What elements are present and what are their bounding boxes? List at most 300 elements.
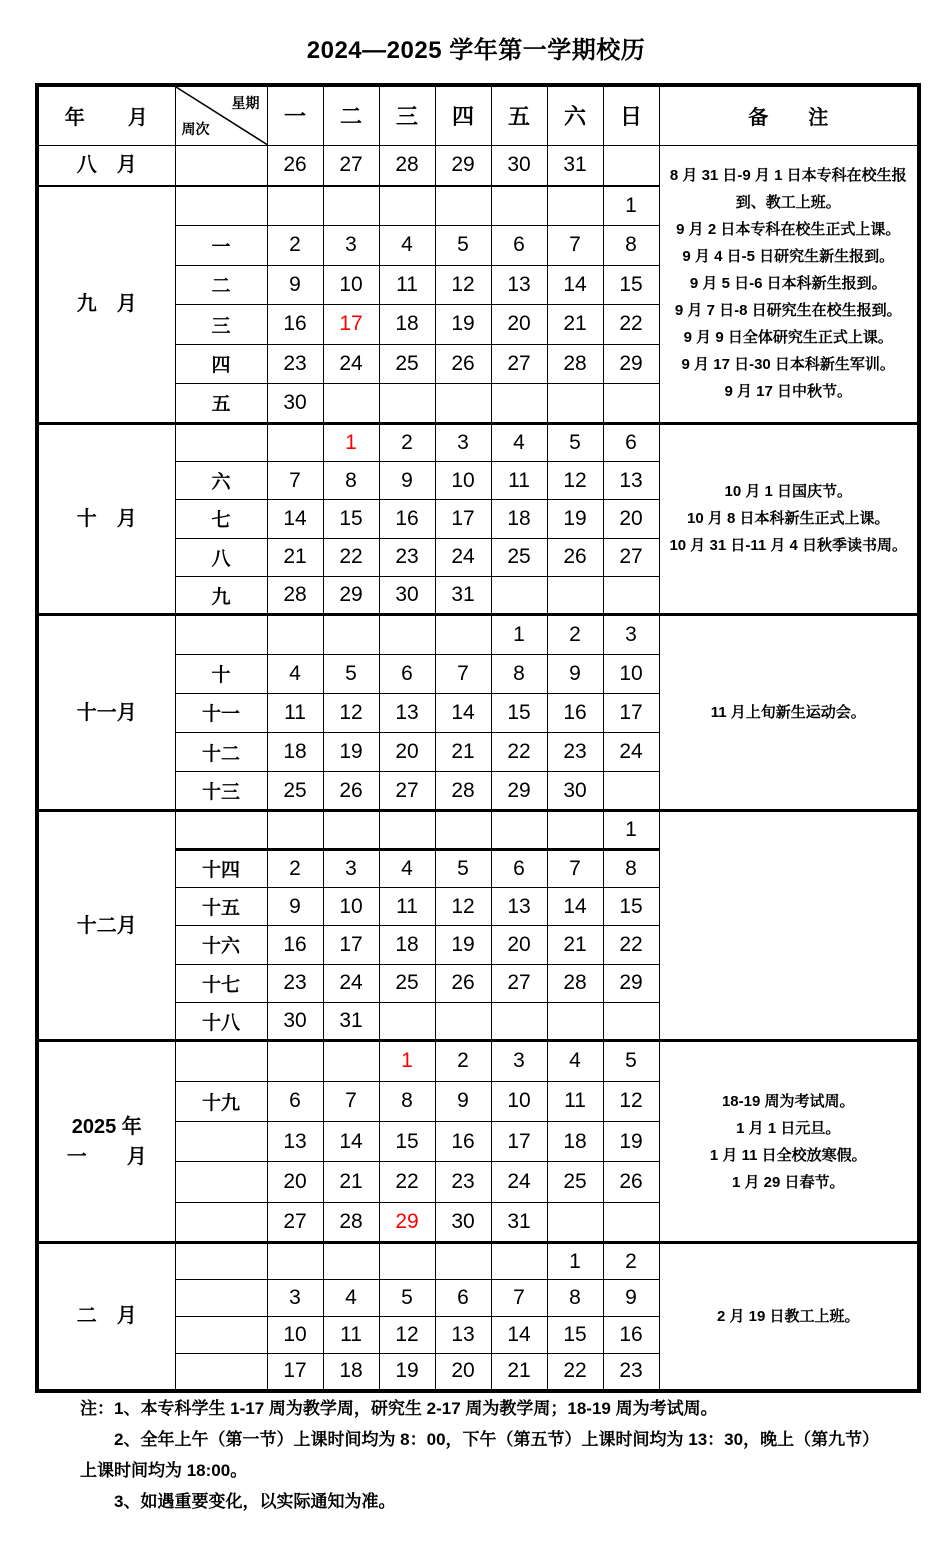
note-line: 11 月上旬新生运动会。 xyxy=(710,704,866,722)
day-cell xyxy=(323,186,379,226)
day-cell: 11 xyxy=(323,1317,379,1354)
day-cell: 27 xyxy=(491,964,547,1002)
day-cell xyxy=(491,811,547,849)
day-cell: 25 xyxy=(379,964,435,1002)
day-cell: 4 xyxy=(547,1041,603,1081)
day-cell xyxy=(267,811,323,849)
day-cell: 8 xyxy=(603,849,659,887)
day-cell: 9 xyxy=(267,887,323,925)
day-cell xyxy=(435,186,491,226)
day-cell xyxy=(547,384,603,424)
day-cell: 25 xyxy=(547,1162,603,1202)
day-cell: 21 xyxy=(547,305,603,345)
day-cell: 17 xyxy=(435,500,491,538)
month-label-line: 十二月 xyxy=(76,914,137,937)
day-cell: 6 xyxy=(379,654,435,693)
note-line: 9 月 17 日-30 日本科新生军训。 xyxy=(681,356,895,373)
day-cell xyxy=(547,186,603,226)
week-number xyxy=(175,1041,267,1081)
week-number: 十五 xyxy=(175,887,267,925)
day-cell: 30 xyxy=(379,577,435,615)
day-cell: 10 xyxy=(323,265,379,305)
day-cell: 16 xyxy=(435,1121,491,1161)
week-number: 十三 xyxy=(175,772,267,811)
day-cell: 18 xyxy=(379,926,435,964)
diagonal-label-weekday: 星期 xyxy=(231,95,260,111)
day-cell xyxy=(547,1002,603,1040)
day-cell: 1 xyxy=(379,1041,435,1081)
day-cell: 7 xyxy=(435,654,491,693)
day-cell: 28 xyxy=(547,964,603,1002)
day-cell xyxy=(323,615,379,654)
day-cell: 30 xyxy=(547,772,603,811)
day-cell xyxy=(435,811,491,849)
header-row xyxy=(37,85,919,145)
day-cell: 26 xyxy=(267,145,323,186)
day-cell: 19 xyxy=(323,733,379,772)
day-cell: 16 xyxy=(603,1317,659,1354)
day-cell: 3 xyxy=(491,1041,547,1081)
day-cell: 17 xyxy=(267,1354,323,1391)
week-number xyxy=(175,145,267,186)
month-label-line: 2025 年 xyxy=(71,1115,142,1138)
footnote-line: 2、全年上午（第一节）上课时间均为 8：00，下午（第五节）上课时间均为 13：30，晚上（第九节） xyxy=(114,1430,880,1449)
month-label xyxy=(37,1243,175,1391)
day-cell xyxy=(435,1243,491,1280)
day-cell: 6 xyxy=(491,226,547,266)
day-cell: 18 xyxy=(267,733,323,772)
day-cell: 29 xyxy=(603,964,659,1002)
day-cell: 19 xyxy=(435,926,491,964)
day-cell xyxy=(267,615,323,654)
day-cell: 5 xyxy=(435,226,491,266)
day-cell: 21 xyxy=(323,1162,379,1202)
day-cell: 3 xyxy=(435,423,491,461)
day-cell xyxy=(547,577,603,615)
month-notes xyxy=(659,1243,919,1391)
day-cell: 6 xyxy=(267,1081,323,1121)
day-cell xyxy=(603,145,659,186)
day-cell: 7 xyxy=(547,849,603,887)
day-cell: 2 xyxy=(267,849,323,887)
month-label-line: 一 月 xyxy=(66,1145,147,1168)
day-cell: 21 xyxy=(435,733,491,772)
day-cell: 12 xyxy=(435,265,491,305)
day-cell: 3 xyxy=(323,849,379,887)
calendar-row xyxy=(37,811,919,849)
footnote-line: 注：1、本专科学生 1-17 周为教学周，研究生 2-17 周为教学周；18-19 周为考试周。 xyxy=(80,1399,718,1418)
day-cell xyxy=(323,811,379,849)
day-cell: 12 xyxy=(603,1081,659,1121)
day-cell: 23 xyxy=(603,1354,659,1391)
day-cell: 11 xyxy=(379,887,435,925)
note-line: 1 月 29 日春节。 xyxy=(731,1173,845,1191)
day-cell xyxy=(547,811,603,849)
day-cell: 20 xyxy=(491,305,547,345)
day-cell: 25 xyxy=(379,344,435,384)
day-cell: 6 xyxy=(491,849,547,887)
day-cell xyxy=(267,1243,323,1280)
week-number xyxy=(175,186,267,226)
day-cell: 5 xyxy=(379,1280,435,1317)
day-cell: 8 xyxy=(379,1081,435,1121)
day-cell xyxy=(491,384,547,424)
day-cell: 19 xyxy=(435,305,491,345)
day-cell: 19 xyxy=(603,1121,659,1161)
week-number xyxy=(175,1317,267,1354)
day-cell: 23 xyxy=(267,964,323,1002)
day-cell: 22 xyxy=(323,538,379,576)
note-line: 9 月 5 日-6 日本科新生报到。 xyxy=(689,275,887,292)
month-label xyxy=(37,423,175,615)
day-cell: 29 xyxy=(491,772,547,811)
day-cell: 16 xyxy=(267,926,323,964)
day-cell xyxy=(323,1041,379,1081)
week-number: 十八 xyxy=(175,1002,267,1040)
day-cell: 19 xyxy=(379,1354,435,1391)
day-cell: 22 xyxy=(379,1162,435,1202)
day-cell: 26 xyxy=(547,538,603,576)
day-cell: 26 xyxy=(323,772,379,811)
day-cell: 5 xyxy=(435,849,491,887)
day-cell: 14 xyxy=(547,887,603,925)
note-line: 9 月 9 日全体研究生正式上课。 xyxy=(683,329,893,346)
day-cell: 24 xyxy=(323,344,379,384)
month-label xyxy=(37,186,175,423)
day-cell: 24 xyxy=(603,733,659,772)
day-cell: 6 xyxy=(603,423,659,461)
month-notes xyxy=(659,1041,919,1243)
day-cell xyxy=(435,615,491,654)
day-cell: 11 xyxy=(491,461,547,499)
day-cell: 16 xyxy=(547,693,603,732)
day-cell: 9 xyxy=(379,461,435,499)
day-cell: 30 xyxy=(267,384,323,424)
day-cell: 31 xyxy=(491,1202,547,1242)
day-cell: 11 xyxy=(547,1081,603,1121)
day-cell xyxy=(267,423,323,461)
day-cell: 20 xyxy=(379,733,435,772)
day-cell: 20 xyxy=(603,500,659,538)
note-line: 9 月 2 日本专科在校生正式上课。 xyxy=(676,221,901,238)
day-cell: 17 xyxy=(603,693,659,732)
day-cell: 23 xyxy=(379,538,435,576)
day-cell: 7 xyxy=(323,1081,379,1121)
day-cell: 24 xyxy=(491,1162,547,1202)
day-cell: 27 xyxy=(491,344,547,384)
week-number: 十六 xyxy=(175,926,267,964)
day-cell: 5 xyxy=(603,1041,659,1081)
day-cell: 28 xyxy=(435,772,491,811)
note-line: 10 月 31 日-11 月 4 日秋季读书周。 xyxy=(669,537,908,555)
week-number: 四 xyxy=(175,344,267,384)
day-cell: 20 xyxy=(267,1162,323,1202)
day-cell xyxy=(267,1041,323,1081)
day-cell xyxy=(603,772,659,811)
note-line: 10 月 8 日本科新生正式上课。 xyxy=(686,510,890,528)
day-cell: 23 xyxy=(435,1162,491,1202)
day-cell xyxy=(323,384,379,424)
calendar-table xyxy=(35,83,921,1393)
week-number xyxy=(175,811,267,849)
day-cell xyxy=(379,384,435,424)
day-cell: 27 xyxy=(323,145,379,186)
day-cell: 29 xyxy=(379,1202,435,1242)
day-cell: 15 xyxy=(603,265,659,305)
diagonal-label-weeknum: 周次 xyxy=(181,120,210,137)
day-cell: 13 xyxy=(491,265,547,305)
day-cell xyxy=(267,186,323,226)
note-line: 1 月 1 日元旦。 xyxy=(736,1119,841,1137)
day-cell: 7 xyxy=(267,461,323,499)
day-cell xyxy=(547,1202,603,1242)
day-cell: 12 xyxy=(435,887,491,925)
day-cell: 19 xyxy=(547,500,603,538)
week-number: 八 xyxy=(175,538,267,576)
day-cell: 15 xyxy=(323,500,379,538)
day-cell: 30 xyxy=(491,145,547,186)
day-cell: 23 xyxy=(547,733,603,772)
remarks-header: 备 注 xyxy=(659,85,919,145)
note-line: 2 月 19 日教工上班。 xyxy=(716,1307,860,1325)
day-cell: 1 xyxy=(323,423,379,461)
day-cell: 18 xyxy=(491,500,547,538)
day-cell: 14 xyxy=(267,500,323,538)
day-cell: 1 xyxy=(603,811,659,849)
day-cell: 7 xyxy=(491,1280,547,1317)
day-cell: 8 xyxy=(491,654,547,693)
day-cell: 12 xyxy=(547,461,603,499)
day-cell: 14 xyxy=(547,265,603,305)
day-cell: 8 xyxy=(323,461,379,499)
day-cell xyxy=(379,1243,435,1280)
day-cell: 23 xyxy=(267,344,323,384)
day-cell: 18 xyxy=(547,1121,603,1161)
day-cell: 29 xyxy=(603,344,659,384)
week-number xyxy=(175,1121,267,1161)
month-label xyxy=(37,811,175,1041)
week-number xyxy=(175,1162,267,1202)
day-cell xyxy=(323,1243,379,1280)
note-line: 9 月 7 日-8 日研究生在校生报到。 xyxy=(674,302,902,319)
calendar-body xyxy=(37,145,919,1391)
week-number xyxy=(175,1354,267,1391)
week-number: 五 xyxy=(175,384,267,424)
week-number xyxy=(175,1280,267,1317)
day-cell: 10 xyxy=(491,1081,547,1121)
day-cell xyxy=(491,186,547,226)
week-number: 三 xyxy=(175,305,267,345)
week-number xyxy=(175,1202,267,1242)
day-cell: 4 xyxy=(267,654,323,693)
weekday-header-fri: 五 xyxy=(491,85,547,145)
month-notes xyxy=(659,615,919,811)
day-cell: 16 xyxy=(379,500,435,538)
day-cell: 1 xyxy=(491,615,547,654)
day-cell: 2 xyxy=(379,423,435,461)
week-number xyxy=(175,1243,267,1280)
note-line: 9 月 4 日-5 日研究生新生报到。 xyxy=(682,248,895,265)
day-cell: 9 xyxy=(603,1280,659,1317)
week-number: 七 xyxy=(175,500,267,538)
note-line: 18-19 周为考试周。 xyxy=(721,1092,855,1110)
day-cell: 29 xyxy=(435,145,491,186)
day-cell: 26 xyxy=(435,964,491,1002)
month-notes xyxy=(659,811,919,1041)
day-cell: 18 xyxy=(323,1354,379,1391)
footnote-line: 3、如遇重要变化，以实际通知为准。 xyxy=(114,1492,396,1511)
day-cell: 13 xyxy=(603,461,659,499)
note-line: 8 月 31 日-9 月 1 日本专科在校生报到、教工上班。 xyxy=(669,167,907,211)
calendar-row xyxy=(37,1041,919,1081)
week-number: 十 xyxy=(175,654,267,693)
calendar-row xyxy=(37,615,919,654)
month-label xyxy=(37,145,175,186)
day-cell: 15 xyxy=(547,1317,603,1354)
day-cell: 9 xyxy=(435,1081,491,1121)
footnote-line: 上课时间均为 18:00。 xyxy=(80,1461,248,1480)
day-cell: 21 xyxy=(547,926,603,964)
day-cell: 10 xyxy=(435,461,491,499)
weekday-header-mon: 一 xyxy=(267,85,323,145)
month-label-line: 八 月 xyxy=(76,154,137,177)
month-notes xyxy=(659,423,919,615)
week-number: 十一 xyxy=(175,693,267,732)
calendar-row xyxy=(37,1243,919,1280)
day-cell: 27 xyxy=(603,538,659,576)
day-cell xyxy=(603,577,659,615)
week-number: 九 xyxy=(175,577,267,615)
week-number: 十七 xyxy=(175,964,267,1002)
day-cell: 25 xyxy=(491,538,547,576)
week-number: 二 xyxy=(175,265,267,305)
day-cell: 1 xyxy=(547,1243,603,1280)
day-cell: 18 xyxy=(379,305,435,345)
day-cell: 30 xyxy=(435,1202,491,1242)
day-cell: 28 xyxy=(547,344,603,384)
day-cell xyxy=(603,384,659,424)
day-cell: 10 xyxy=(603,654,659,693)
day-cell: 13 xyxy=(379,693,435,732)
day-cell: 22 xyxy=(491,733,547,772)
month-label-line: 二 月 xyxy=(76,1305,137,1328)
day-cell: 2 xyxy=(547,615,603,654)
day-cell: 15 xyxy=(379,1121,435,1161)
day-cell: 2 xyxy=(435,1041,491,1081)
week-number: 十二 xyxy=(175,733,267,772)
day-cell: 4 xyxy=(323,1280,379,1317)
day-cell: 17 xyxy=(323,305,379,345)
day-cell: 5 xyxy=(323,654,379,693)
day-cell: 2 xyxy=(267,226,323,266)
day-cell: 12 xyxy=(323,693,379,732)
day-cell: 29 xyxy=(323,577,379,615)
weekday-header-tue: 二 xyxy=(323,85,379,145)
day-cell: 15 xyxy=(491,693,547,732)
day-cell xyxy=(379,186,435,226)
month-label xyxy=(37,1041,175,1243)
day-cell: 10 xyxy=(323,887,379,925)
month-label xyxy=(37,615,175,811)
day-cell: 8 xyxy=(547,1280,603,1317)
weekday-header-wed: 三 xyxy=(379,85,435,145)
day-cell: 2 xyxy=(603,1243,659,1280)
day-cell: 13 xyxy=(435,1317,491,1354)
weekday-header-sat: 六 xyxy=(547,85,603,145)
week-number: 十九 xyxy=(175,1081,267,1121)
day-cell: 14 xyxy=(435,693,491,732)
day-cell xyxy=(435,384,491,424)
day-cell: 3 xyxy=(603,615,659,654)
day-cell: 9 xyxy=(547,654,603,693)
day-cell: 25 xyxy=(267,772,323,811)
day-cell: 22 xyxy=(603,926,659,964)
day-cell: 24 xyxy=(323,964,379,1002)
day-cell xyxy=(491,577,547,615)
day-cell: 30 xyxy=(267,1002,323,1040)
week-number xyxy=(175,615,267,654)
day-cell: 17 xyxy=(491,1121,547,1161)
day-cell: 27 xyxy=(379,772,435,811)
day-cell: 15 xyxy=(603,887,659,925)
day-cell: 17 xyxy=(323,926,379,964)
week-number: 一 xyxy=(175,226,267,266)
weekday-header-thu: 四 xyxy=(435,85,491,145)
day-cell: 11 xyxy=(267,693,323,732)
day-cell xyxy=(491,1002,547,1040)
day-cell: 22 xyxy=(603,305,659,345)
day-cell: 3 xyxy=(323,226,379,266)
day-cell: 16 xyxy=(267,305,323,345)
day-cell: 1 xyxy=(603,186,659,226)
note-line: 1 月 11 日全校放寒假。 xyxy=(709,1146,867,1164)
day-cell: 31 xyxy=(547,145,603,186)
day-cell: 20 xyxy=(435,1354,491,1391)
day-cell: 11 xyxy=(379,265,435,305)
year-month-header: 年 月 xyxy=(37,85,175,145)
day-cell xyxy=(379,615,435,654)
calendar-row xyxy=(37,145,919,186)
day-cell xyxy=(603,1202,659,1242)
day-cell: 10 xyxy=(267,1317,323,1354)
month-label-line: 十一月 xyxy=(76,701,137,724)
day-cell: 7 xyxy=(547,226,603,266)
weekday-weeknum-diagonal-header xyxy=(175,85,267,145)
day-cell: 27 xyxy=(267,1202,323,1242)
calendar-row xyxy=(37,423,919,461)
day-cell: 20 xyxy=(491,926,547,964)
day-cell xyxy=(603,1002,659,1040)
footnotes xyxy=(80,1398,940,1522)
day-cell: 8 xyxy=(603,226,659,266)
weekday-header-sun: 日 xyxy=(603,85,659,145)
day-cell: 26 xyxy=(435,344,491,384)
day-cell: 31 xyxy=(323,1002,379,1040)
week-number xyxy=(175,423,267,461)
day-cell: 3 xyxy=(267,1280,323,1317)
day-cell: 26 xyxy=(603,1162,659,1202)
note-line: 10 月 1 日国庆节。 xyxy=(724,483,853,501)
day-cell: 28 xyxy=(379,145,435,186)
day-cell: 22 xyxy=(547,1354,603,1391)
day-cell: 12 xyxy=(379,1317,435,1354)
day-cell: 31 xyxy=(435,577,491,615)
month-label-line: 九 月 xyxy=(76,293,137,316)
day-cell: 4 xyxy=(379,226,435,266)
month-label-line: 十 月 xyxy=(76,507,137,530)
day-cell: 14 xyxy=(491,1317,547,1354)
day-cell: 13 xyxy=(267,1121,323,1161)
